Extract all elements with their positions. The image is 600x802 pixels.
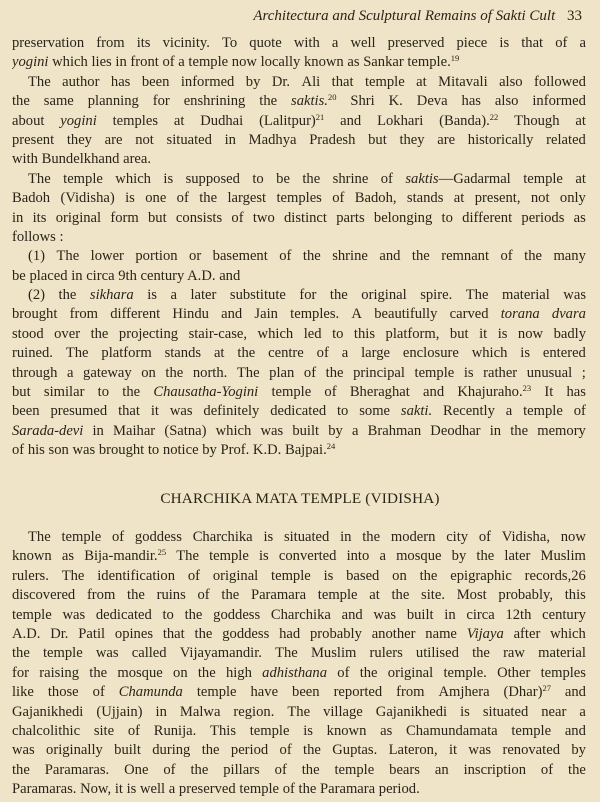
text-line: Paramaras. Now, it is well a preserved temple of the Paramara period. bbox=[12, 781, 420, 798]
section-1-text bbox=[0, 34, 600, 461]
text-line: rulers. The identification of original temple is based on the epigraphic records,26 bbox=[12, 567, 586, 584]
text-line: of his son was brought to notice by Prof. K.D. Bajpai.$^{24}$ bbox=[12, 441, 336, 459]
text-line: Sarada-devi in Maihar (Satna) which was built by a Brahman Deodhar in the memory bbox=[12, 422, 586, 439]
section-heading: CHARCHIKA MATA TEMPLE (VIDISHA) bbox=[160, 490, 440, 507]
text-line: preservation from its vicinity. To quote with a well preserved piece is that of a bbox=[12, 35, 586, 51]
text-line: The temple of goddess Charchika is situated in the modern city of Vidisha, now bbox=[28, 529, 586, 545]
text-line: (2) the sikhara is a later substitute for the original spire. The material was bbox=[28, 287, 586, 304]
text-line: chalcolithic site of Runija. This temple is known as Chamundamata temple and bbox=[12, 722, 586, 739]
running-title: Architectura and Sculptural Remains of Sakti Cult bbox=[253, 8, 556, 24]
running-header bbox=[253, 8, 582, 25]
text-line: in its original form but consists of two distinct parts belonging to different periods as bbox=[12, 209, 586, 226]
text-line: yogini which lies in front of a temple now locally known as Sankar temple.$^{19}$ bbox=[12, 53, 460, 71]
text-line: (1) The lower portion or basement of the shrine and the remnant of the many bbox=[28, 248, 586, 265]
text-line: but similar to the Chausatha-Yogini temple of Bheraghat and Khajuraho.$^{23}$ It has bbox=[12, 383, 586, 401]
text-line: stood over the projecting stair-case, which led to this platform, but it is now badly bbox=[12, 325, 586, 342]
text-line: brought from different Hindu and Jain temples. A beautifully carved torana dvara bbox=[12, 306, 586, 323]
text-line: with Bundelkhand area. bbox=[12, 151, 152, 168]
text-line: A.D. Dr. Patil opines that the goddess had probably another name Vijaya after which bbox=[12, 625, 586, 642]
section-2-text bbox=[0, 528, 600, 799]
text-line: follows : bbox=[12, 228, 64, 245]
text-line: known as Bija-mandir.$^{25}$ The temple is converted into a mosque by the later Muslim bbox=[12, 547, 586, 565]
text-line: was originally built during the period of the Guptas. Lateron, it was renovated by bbox=[12, 742, 586, 759]
text-line: present they are not situated in Madhya Pradesh but they are historically related bbox=[12, 131, 586, 148]
text-line: through a gateway on the north. The plan of the principal temple is rather unusual ; bbox=[12, 364, 586, 381]
text-line: temple was dedicated to the goddess Charchika and was built in circa 12th century bbox=[12, 606, 586, 623]
text-line: ruined. The platform stands at the centre of a large enclosure which is entered bbox=[12, 345, 586, 362]
text-line: discovered from the ruins of the Paramara temple at the site. Most probably, this bbox=[12, 587, 586, 604]
text-line: like those of Chamunda temple have been reported from Amjhera (Dhar)$^{27}$ and bbox=[12, 683, 586, 701]
text-line: been presumed that it was definitely dedicated to some sakti. Recently a temple of bbox=[12, 403, 586, 420]
text-line: the Paramaras. One of the pillars of the temple bears an inscription of the bbox=[12, 761, 586, 778]
text-line: the same planning for enshrining the saktis.$^{20}$ Shri K. Deva has also informed bbox=[12, 92, 586, 110]
text-line: Badoh (Vidisha) is one of the largest temples of Badoh, stands at present, not only bbox=[12, 190, 586, 207]
text-line: The author has been informed by Dr. Ali that temple at Mitavali also followed bbox=[28, 73, 586, 90]
text-line: be placed in circa 9th century A.D. and bbox=[12, 267, 241, 284]
text-line: Gajanikhedi (Ujjain) in Malwa region. The village Gajanikhedi is situated near a bbox=[12, 703, 586, 720]
text-line: about yogini temples at Dudhai (Lalitpur)$^{21}$ and Lokhari (Banda).$^{22}$ Though at bbox=[12, 111, 586, 129]
text-line: The temple which is supposed to be the shrine of saktis—Gadarmal temple at bbox=[28, 170, 586, 187]
page-number: 33 bbox=[567, 8, 582, 24]
text-line: for raising the mosque on the high adhisthana of the original temple. Other temples bbox=[12, 664, 586, 681]
text-line: the temple was called Vijayamandir. The Muslim rulers utilised the raw material bbox=[12, 645, 586, 662]
